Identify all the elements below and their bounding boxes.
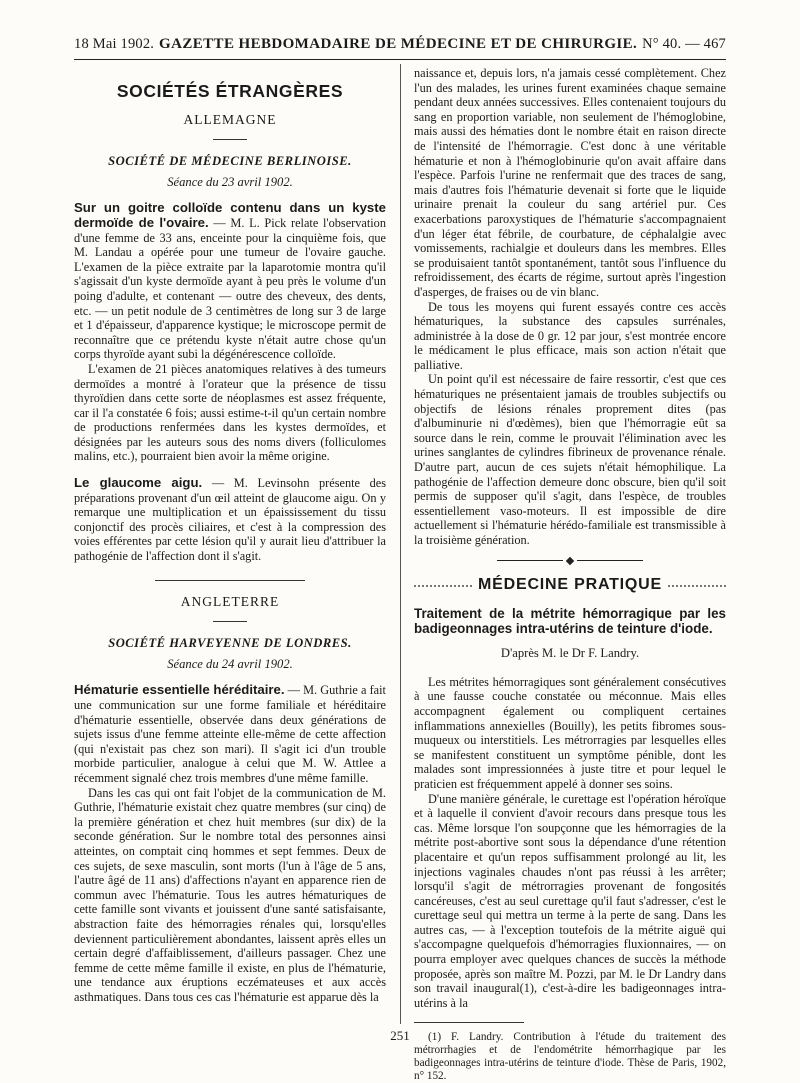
right-column [414, 66, 726, 1083]
hematurie-lead: Hématurie essentielle héréditaire. [74, 682, 285, 698]
hematurie-paragraph-2: Dans les cas qui ont fait l'objet de la communication de M. Guthrie, l'hématurie existait chez quatre membres (sur cinq) de la première génération et chez huit membres (sur dix) de la seconde génération. Sur le nombre total des personnes ainsi atteintes, on comptait cinq hommes et sept femmes. Deux de ces sujets, de sexe masculin, sont morts (l'un à l'âge de 5 ans, l'autre âgé de 11 ans) d'affections n'ayant en apparence rien de commun avec l'hématurie. Tous les autres hématuriques de cette famille sont vivants et jouissent d'une santé satisfaisante, abstraction faite des hémorragies rénales qui, lorsqu'elles deviennent particulièrement abondantes, laissent après elles un certain degré d'affaiblissement, d'ailleurs passager. Chez une femme de cette même famille il existe, en plus de l'hématurie, une tendance aux éruptions eczémateuses et aux accès asthmatiques. Dans tous ces cas l'hématurie est apparue dès la [74, 785, 386, 1004]
goitre-text: — M. L. Pick relate l'observation d'une femme de 33 ans, enceinte pour la cinquième fois, que M. Landau a opérée pour une tumeur de l'ovaire gauche. L'examen de la pièce extraite par la laparotomie montra qu'il s'agissait d'un kyste dermoïde ayant à peu près le volume d'un poing d'adulte, et contenant — outre des cheveux, des dents, etc. — un petit nodule de 3 centimètres de long sur 3 de large et 1 d'épaisseur, d'apparence kystique; le microscope permit de reconnaître que ce prétendu kyste n'était autre chose qu'un corps thyroïde ayant subi la dégénérescence colloïde. [74, 215, 386, 362]
issue-number: N° 40. — 467 [642, 36, 726, 52]
article-paragraph-2: D'une manière générale, le curettage est l'opération héroïque et à laquelle il convient d'avoir recours dans presque tous les cas. Même lorsque l'on soupçonne que les hémorragies de la métrite post-abortive sont sous la dépendance d'une rétention placentaire et qu'un repos suffisamment prolongé au lit, les injections vaginales chaudes n'ont pas réussi à les arrêter; lorsqu'il s'agit de métrorragies provenant de fongosités cancéreuses, c'est au seul curettage qu'il faut s'adresser, c'est le curettage seul qui mettra un terme à la perte de sang. Dans les autres cas, — à l'exception toutefois de la métrite aiguë qui s'accompagne quelquefois d'hémorragies fluxionnaires, — on pourra employer avec quelques chances de succès la méthode proposée, après son maître M. Pozzi, par M. le Dr Landry dans son travail inaugural(1), c'est-à-dire les badigeonnages intra-utérins à la [414, 791, 726, 1010]
header-rule [74, 59, 726, 60]
pathogeny-paragraph: Un point qu'il est nécessaire de faire ressortir, c'est que ces hématuriques ne présentaient jamais de troubles subjectifs ou objectifs de lésions rénales proprement dites (pas d'albuminurie ni d'œdèmes), bien que l'hémorragie eût sa source dans le rein, comme le prouvait l'élimination avec les urines sanglantes de cylindres fibrineux de provenance rénale. D'autre part, aucun de ces sujets n'était hémophilique. La pathogénie de l'affection demeure donc obscure, bien qu'il soit permis de supposer qu'il s'agit, dans l'espèce, de troubles essentiellement vaso-moteurs. Il est impossible de dire actuellement si l'hématurie hérédo-familiale est transmissible à la troisième génération. [414, 372, 726, 547]
continued-paragraph: naissance et, depuis lors, n'a jamais cessé complètement. Chez l'un des malades, les urines furent examinées chaque semaine pendant deux années successives. Elles contenaient toujours du sang en proportion variable, non seulement de l'hémoglobine, mais aussi des hématies dont le nombre était en raison directe de l'intensité de l'hémorragie. C'est donc à une véritable hématurie et non à l'hémoglobinurie qu'on avait affaire dans l'espèce. Parfois l'urine ne renfermait que des traces de sang, mais d'autres fois l'hématurie devenait si forte que le liquide urinaire prenait la couleur du sang artériel pur. Ces exacerbations paroxystiques de l'hématurie s'accompagnaient d'un léger état fébrile, de courbature, de céphalalgie avec vomissements, rachialgie et douleurs dans les membres. Elles se produisaient tantôt spontanément, tantôt sous l'influence du refroidissement, des écarts de régime, surtout après l'ingestion d'asperges, de fraises ou de vin blanc. [414, 66, 726, 299]
society-heading-london: SOCIÉTÉ HARVEYENNE DE LONDRES. [108, 636, 352, 651]
seance-date-berlin: Séance du 23 avril 1902. [167, 174, 293, 189]
column-rule [400, 64, 401, 1024]
article-title: Traitement de la métrite hémorragique par les badigeonnages intra-utérins de teinture d'iode. [414, 606, 726, 637]
section-header-medecine [414, 575, 726, 593]
glaucome-lead: Le glaucome aigu. [74, 475, 203, 491]
seance-date-london: Séance du 24 avril 1902. [167, 656, 293, 671]
country-heading-germany: ALLEMAGNE [183, 111, 277, 127]
section-title-medecine: MÉDECINE PRATIQUE [478, 575, 662, 593]
society-heading-berlin: SOCIÉTÉ DE MÉDECINE BERLINOISE. [108, 154, 352, 169]
treatment-paragraph: De tous les moyens qui furent essayés contre ces accès hématuriques, la substance des capsules surrénales, administrée à la dose de 0 gr. 12 par jour, s'est montrée encore le médicament le plus efficace, mais son action n'était que palliative. [414, 299, 726, 372]
short-rule [213, 139, 247, 140]
journal-title: GAZETTE HEBDOMADAIRE DE MÉDECINE ET DE CHIRURGIE. [159, 36, 638, 52]
running-head [74, 36, 726, 58]
country-heading-england: ANGLETERRE [180, 593, 280, 609]
article-paragraph-1: Les métrites hémorragiques sont généralement consécutives à une fausse couche constatée ou méconnue. Mais elles accompagnent également ou compliquent certaines inflammations annexielles (Bouilly), les petits fibromes sous-muqueux ou interstitiels. Les métrorragies par lesquelles elles se manifestent constituent un symptôme pénible, dont les malades sont impressionnées à juste titre et pour lequel le praticien est fréquemment appelé à donner ses soins. [414, 674, 726, 791]
ornament-divider [414, 558, 726, 564]
section-divider [155, 580, 305, 581]
footnote: (1) F. Landry. Contribution à l'étude du traitement des métrorrhagies et de l'endométrite hémorrhagique par les badigeonnages intra-utérins de teinture d'iode. Thèse de Paris, 1902, n° 152. [414, 1031, 726, 1083]
goitre-paragraph-2: L'examen de 21 pièces anatomiques relatives à des tumeurs dermoïdes a montré à l'orateur que la présence de tissu thyroïdien dans cette sorte de néoplasmes est assez fréquente, car il l'a constatée 6 fois; aussi estime-t-il qu'un certain nombre de productions renfermées dans les kystes dermoïdes, et désignées par les auteurs sous des noms divers (folliculomes malins, etc.), pourraient bien avoir la même origine. [74, 361, 386, 464]
section-title: SOCIÉTÉS ÉTRANGÈRES [116, 81, 344, 101]
short-rule [213, 621, 247, 622]
hematurie-text: — M. Guthrie a fait une communication sur une forme familiale et héréditaire d'hématurie essentielle, observée dans deux générations de sujets issus d'une femme atteinte elle-même de cette affection (qui n'existait pas chez son mari). Il s'agit ici d'un trouble morbide particulier, analogue à celui que M. W. Attlee a récemment signalé chez trois membres d'une même famille. [74, 683, 386, 785]
article-byline: D'après M. le Dr F. Landry. [500, 646, 640, 661]
goitre-paragraph [74, 201, 386, 362]
left-column [74, 76, 386, 1004]
footnote-rule [414, 1022, 524, 1023]
glaucome-paragraph [74, 476, 386, 564]
goitre-lead: Sur un goitre colloïde contenu dans un kyste dermoïde de l'ovaire. [74, 200, 386, 230]
glaucome-text: — M. Levinsohn présente des préparations provenant d'un œil atteint de glaucome aigu. On y remarque une multiplication et un épaississement du tissu conjonctif des procès ciliaires, et c'est à la compression des voies efférentes par cette lésion qu'il y aurait lieu d'attribuer la pathogénie de l'affection dont il s'agit. [74, 476, 386, 564]
page-number: 251 [390, 1028, 410, 1043]
hematurie-paragraph [74, 683, 386, 785]
issue-date: 18 Mai 1902. [74, 36, 155, 52]
